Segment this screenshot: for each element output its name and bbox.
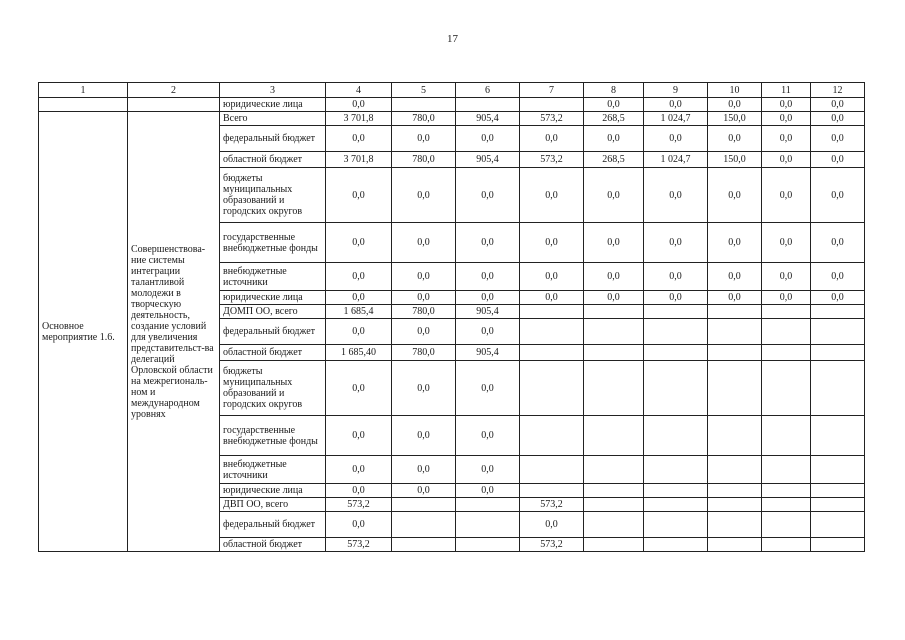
value-cell [708, 305, 762, 319]
value-cell [644, 538, 708, 552]
funding-source-label: областной бюджет [220, 345, 326, 361]
value-cell [644, 361, 708, 416]
value-cell [392, 98, 456, 112]
value-cell [520, 484, 584, 498]
funding-source-label: государственные внебюджетные фонды [220, 223, 326, 263]
value-cell: 573,2 [520, 112, 584, 126]
value-cell [644, 512, 708, 538]
value-cell [708, 361, 762, 416]
value-cell: 0,0 [520, 223, 584, 263]
value-cell: 0,0 [326, 484, 392, 498]
value-cell: 0,0 [456, 416, 520, 456]
value-cell: 0,0 [644, 126, 708, 152]
value-cell: 0,0 [584, 126, 644, 152]
value-cell: 0,0 [326, 291, 392, 305]
value-cell: 0,0 [762, 98, 811, 112]
funding-source-label: федеральный бюджет [220, 126, 326, 152]
value-cell: 0,0 [708, 263, 762, 291]
column-header: 10 [708, 83, 762, 98]
value-cell: 0,0 [584, 168, 644, 223]
column-header: 9 [644, 83, 708, 98]
value-cell: 0,0 [708, 223, 762, 263]
value-cell [762, 305, 811, 319]
value-cell [762, 319, 811, 345]
value-cell [520, 416, 584, 456]
value-cell: 0,0 [811, 112, 865, 126]
value-cell [584, 538, 644, 552]
funding-source-label: ДВП ОО, всего [220, 498, 326, 512]
value-cell: 0,0 [456, 263, 520, 291]
value-cell [708, 416, 762, 456]
value-cell [708, 498, 762, 512]
column-header: 3 [220, 83, 326, 98]
funding-source-label: ДОМП ОО, всего [220, 305, 326, 319]
funding-source-label: областной бюджет [220, 538, 326, 552]
value-cell: 268,5 [584, 112, 644, 126]
value-cell [762, 456, 811, 484]
value-cell: 1 685,40 [326, 345, 392, 361]
value-cell: 0,0 [456, 484, 520, 498]
funding-source-label: юридические лица [220, 484, 326, 498]
funding-source-label: областной бюджет [220, 152, 326, 168]
value-cell: 0,0 [762, 112, 811, 126]
value-cell [644, 456, 708, 484]
value-cell [708, 319, 762, 345]
value-cell [520, 319, 584, 345]
value-cell: 0,0 [326, 168, 392, 223]
value-cell [644, 416, 708, 456]
budget-table [38, 82, 865, 552]
value-cell [520, 456, 584, 484]
value-cell: 0,0 [326, 98, 392, 112]
value-cell: 0,0 [392, 319, 456, 345]
value-cell [520, 305, 584, 319]
value-cell [584, 416, 644, 456]
value-cell: 0,0 [762, 263, 811, 291]
value-cell: 0,0 [811, 98, 865, 112]
value-cell [584, 305, 644, 319]
column-header: 11 [762, 83, 811, 98]
column-header: 5 [392, 83, 456, 98]
value-cell [762, 498, 811, 512]
value-cell: 0,0 [392, 484, 456, 498]
value-cell: 0,0 [644, 223, 708, 263]
funding-source-label: внебюджетные источники [220, 263, 326, 291]
value-cell: 0,0 [644, 291, 708, 305]
value-cell: 0,0 [326, 223, 392, 263]
value-cell: 0,0 [326, 263, 392, 291]
value-cell [762, 538, 811, 552]
event-description: Совершенствова-ние системы интеграции талантливой молодежи в творческую деятельность, создание условий для увеличения представительст-ва делегаций Орловской области на межрегиональ-ном и международном уровнях [128, 112, 220, 552]
value-cell: 0,0 [456, 168, 520, 223]
value-cell: 0,0 [811, 263, 865, 291]
value-cell: 0,0 [520, 126, 584, 152]
value-cell: 0,0 [584, 263, 644, 291]
value-cell: 780,0 [392, 305, 456, 319]
value-cell: 0,0 [811, 223, 865, 263]
funding-source-label: бюджеты муниципальных образований и городских округов [220, 168, 326, 223]
value-cell: 0,0 [392, 361, 456, 416]
value-cell: 0,0 [644, 168, 708, 223]
value-cell: 573,2 [326, 498, 392, 512]
event-name: Основное мероприятие 1.6. [39, 112, 128, 552]
value-cell: 0,0 [392, 126, 456, 152]
value-cell: 0,0 [584, 98, 644, 112]
value-cell: 268,5 [584, 152, 644, 168]
value-cell [584, 345, 644, 361]
value-cell [811, 538, 865, 552]
value-cell [644, 319, 708, 345]
value-cell: 1 024,7 [644, 152, 708, 168]
column-header: 1 [39, 83, 128, 98]
value-cell: 0,0 [708, 291, 762, 305]
value-cell: 0,0 [520, 263, 584, 291]
value-cell: 0,0 [326, 456, 392, 484]
value-cell: 0,0 [392, 263, 456, 291]
value-cell [392, 498, 456, 512]
value-cell [644, 498, 708, 512]
value-cell [762, 416, 811, 456]
value-cell [456, 498, 520, 512]
value-cell: 573,2 [326, 538, 392, 552]
value-cell: 573,2 [520, 538, 584, 552]
value-cell [708, 538, 762, 552]
value-cell: 0,0 [326, 361, 392, 416]
value-cell [456, 538, 520, 552]
value-cell [811, 319, 865, 345]
value-cell [762, 484, 811, 498]
value-cell [811, 498, 865, 512]
value-cell [811, 345, 865, 361]
value-cell: 780,0 [392, 345, 456, 361]
value-cell: 0,0 [762, 291, 811, 305]
empty-cell [39, 98, 128, 112]
value-cell: 780,0 [392, 152, 456, 168]
value-cell: 0,0 [762, 126, 811, 152]
column-header: 12 [811, 83, 865, 98]
value-cell: 0,0 [456, 126, 520, 152]
value-cell: 0,0 [520, 168, 584, 223]
value-cell: 0,0 [811, 168, 865, 223]
value-cell: 0,0 [708, 126, 762, 152]
value-cell: 0,0 [644, 98, 708, 112]
value-cell [644, 305, 708, 319]
value-cell: 0,0 [456, 223, 520, 263]
table-row [39, 98, 865, 112]
value-cell: 150,0 [708, 152, 762, 168]
value-cell [392, 538, 456, 552]
value-cell: 0,0 [326, 319, 392, 345]
value-cell: 0,0 [456, 319, 520, 345]
column-header: 2 [128, 83, 220, 98]
page-number: 17 [447, 33, 458, 45]
value-cell: 0,0 [811, 291, 865, 305]
value-cell [762, 361, 811, 416]
value-cell: 905,4 [456, 152, 520, 168]
value-cell [708, 512, 762, 538]
value-cell: 905,4 [456, 112, 520, 126]
value-cell: 0,0 [392, 223, 456, 263]
value-cell: 0,0 [520, 512, 584, 538]
value-cell [811, 484, 865, 498]
value-cell [811, 416, 865, 456]
value-cell: 0,0 [644, 263, 708, 291]
funding-source-label: государственные внебюджетные фонды [220, 416, 326, 456]
value-cell: 0,0 [584, 291, 644, 305]
empty-cell [128, 98, 220, 112]
column-header: 8 [584, 83, 644, 98]
value-cell [520, 361, 584, 416]
value-cell [456, 512, 520, 538]
value-cell [644, 484, 708, 498]
value-cell [584, 484, 644, 498]
value-cell: 0,0 [456, 291, 520, 305]
value-cell: 0,0 [326, 126, 392, 152]
column-header: 4 [326, 83, 392, 98]
value-cell: 3 701,8 [326, 152, 392, 168]
value-cell [584, 498, 644, 512]
value-cell: 3 701,8 [326, 112, 392, 126]
value-cell [762, 512, 811, 538]
value-cell: 780,0 [392, 112, 456, 126]
funding-source-label: юридические лица [220, 291, 326, 305]
value-cell: 0,0 [584, 223, 644, 263]
value-cell [520, 98, 584, 112]
table-row [39, 112, 865, 126]
value-cell [584, 512, 644, 538]
value-cell: 1 024,7 [644, 112, 708, 126]
value-cell: 0,0 [708, 98, 762, 112]
funding-source-label: внебюджетные источники [220, 456, 326, 484]
value-cell: 573,2 [520, 152, 584, 168]
value-cell [584, 361, 644, 416]
value-cell: 905,4 [456, 305, 520, 319]
column-header: 6 [456, 83, 520, 98]
value-cell [644, 345, 708, 361]
value-cell: 0,0 [392, 416, 456, 456]
value-cell [762, 345, 811, 361]
value-cell: 0,0 [520, 291, 584, 305]
column-header: 7 [520, 83, 584, 98]
value-cell: 0,0 [392, 291, 456, 305]
value-cell: 0,0 [456, 361, 520, 416]
value-cell [811, 305, 865, 319]
funding-source-label: федеральный бюджет [220, 319, 326, 345]
value-cell [584, 319, 644, 345]
value-cell: 0,0 [811, 126, 865, 152]
value-cell: 1 685,4 [326, 305, 392, 319]
value-cell: 573,2 [520, 498, 584, 512]
value-cell [708, 456, 762, 484]
value-cell [392, 512, 456, 538]
funding-source-label: Всего [220, 112, 326, 126]
value-cell [708, 345, 762, 361]
value-cell: 905,4 [456, 345, 520, 361]
value-cell: 0,0 [811, 152, 865, 168]
header-row [39, 83, 865, 98]
value-cell [456, 98, 520, 112]
value-cell: 0,0 [456, 456, 520, 484]
value-cell: 0,0 [326, 512, 392, 538]
value-cell: 0,0 [762, 223, 811, 263]
value-cell [811, 361, 865, 416]
value-cell [708, 484, 762, 498]
value-cell: 0,0 [762, 152, 811, 168]
value-cell: 0,0 [762, 168, 811, 223]
value-cell: 0,0 [708, 168, 762, 223]
value-cell [811, 456, 865, 484]
funding-source-label: юридические лица [220, 98, 326, 112]
value-cell: 0,0 [392, 168, 456, 223]
value-cell: 150,0 [708, 112, 762, 126]
funding-source-label: федеральный бюджет [220, 512, 326, 538]
value-cell [811, 512, 865, 538]
value-cell [584, 456, 644, 484]
value-cell [520, 345, 584, 361]
value-cell: 0,0 [392, 456, 456, 484]
value-cell: 0,0 [326, 416, 392, 456]
funding-source-label: бюджеты муниципальных образований и городских округов [220, 361, 326, 416]
